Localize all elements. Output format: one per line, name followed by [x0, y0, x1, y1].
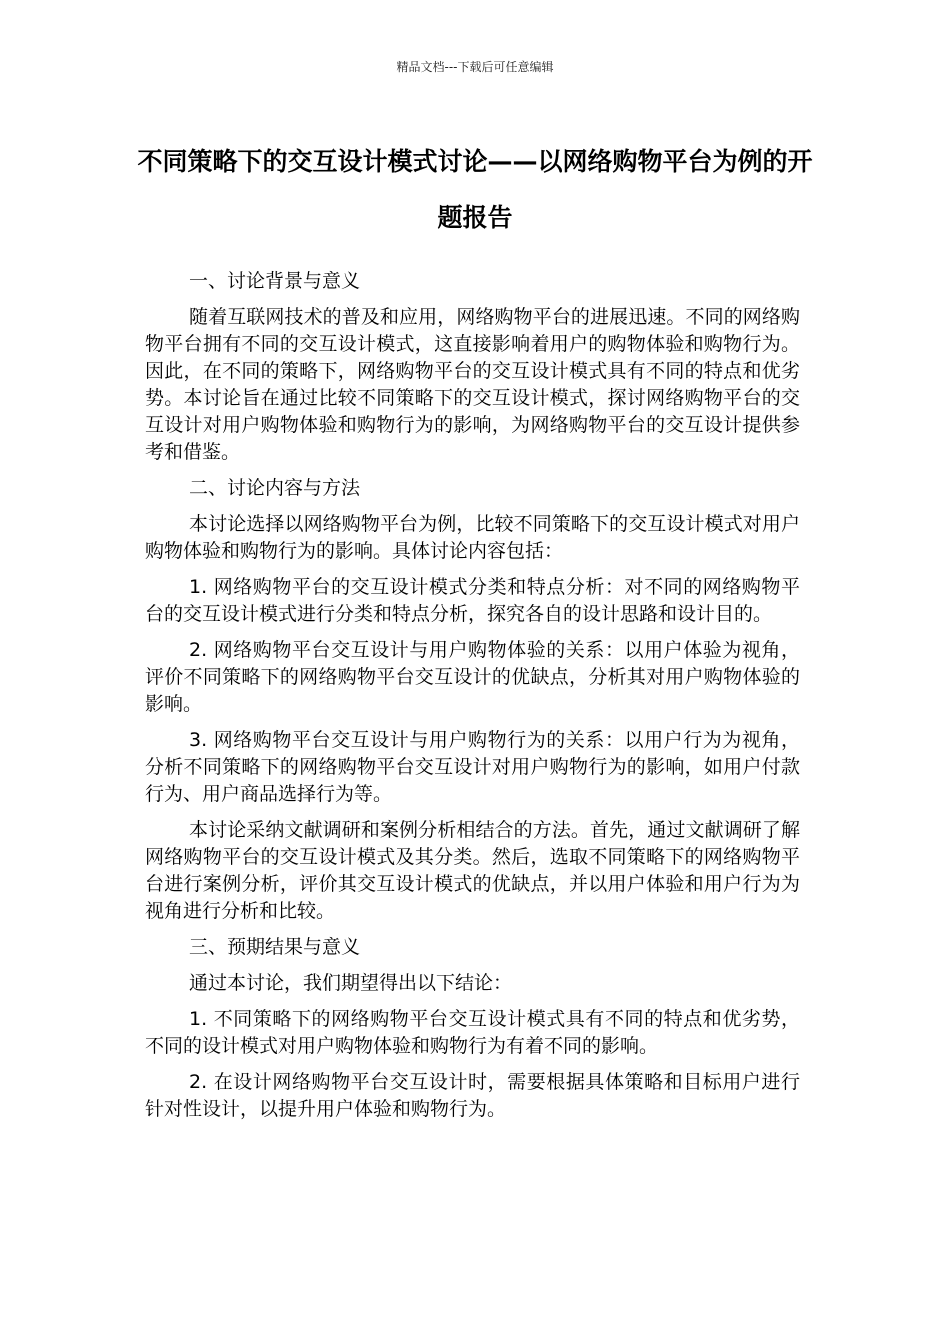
- list-item: 1. 网络购物平台的交互设计模式分类和特点分析：对不同的网络购物平台的交互设计模式进行分类和特点分析，探究各自的设计思路和设计目的。: [145, 576, 800, 625]
- list-item: 2. 在设计网络购物平台交互设计时，需要根据具体策略和目标用户进行针对性设计，以提升用户体验和购物行为。: [145, 1071, 800, 1120]
- header-note: 精品文档---下载后可任意编辑: [396, 60, 554, 74]
- section-heading: 三、预期结果与意义: [189, 936, 361, 958]
- paragraph: 通过本讨论，我们期望得出以下结论：: [189, 972, 513, 994]
- list-item: 1. 不同策略下的网络购物平台交互设计模式具有不同的特点和优劣势，不同的设计模式对用户购物体验和购物行为有着不同的影响。: [145, 1008, 800, 1057]
- document-body: [145, 268, 800, 1132]
- section-heading: 一、讨论背景与意义: [189, 270, 361, 292]
- list-item: 2. 网络购物平台交互设计与用户购物体验的关系：以用户体验为视角，评价不同策略下的网络购物平台交互设计的优缺点，分析其对用户购物体验的影响。: [145, 639, 800, 715]
- section-heading: 二、讨论内容与方法: [189, 477, 361, 499]
- document-title: 不同策略下的交互设计模式讨论——以网络购物平台为例的开题报告: [137, 147, 813, 232]
- paragraph: 本讨论采纳文献调研和案例分析相结合的方法。首先，通过文献调研了解网络购物平台的交互设计模式及其分类。然后，选取不同策略下的网络购物平台进行案例分析，评价其交互设计模式的优缺点，并以用户体验和用户行为为视角进行分析和比较。: [145, 819, 800, 922]
- list-item: 3. 网络购物平台交互设计与用户购物行为的关系：以用户行为为视角，分析不同策略下的网络购物平台交互设计对用户购物行为的影响，如用户付款行为、用户商品选择行为等。: [145, 729, 800, 805]
- paragraph: 随着互联网技术的普及和应用，网络购物平台的进展迅速。不同的网络购物平台拥有不同的交互设计模式，这直接影响着用户的购物体验和购物行为。因此，在不同的策略下，网络购物平台的交互设计模式具有不同的特点和优劣势。本讨论旨在通过比较不同策略下的交互设计模式，探讨网络购物平台的交互设计对用户购物体验和购物行为的影响，为网络购物平台的交互设计提供参考和借鉴。: [145, 306, 800, 463]
- paragraph: 本讨论选择以网络购物平台为例，比较不同策略下的交互设计模式对用户购物体验和购物行为的影响。具体讨论内容包括：: [145, 513, 800, 562]
